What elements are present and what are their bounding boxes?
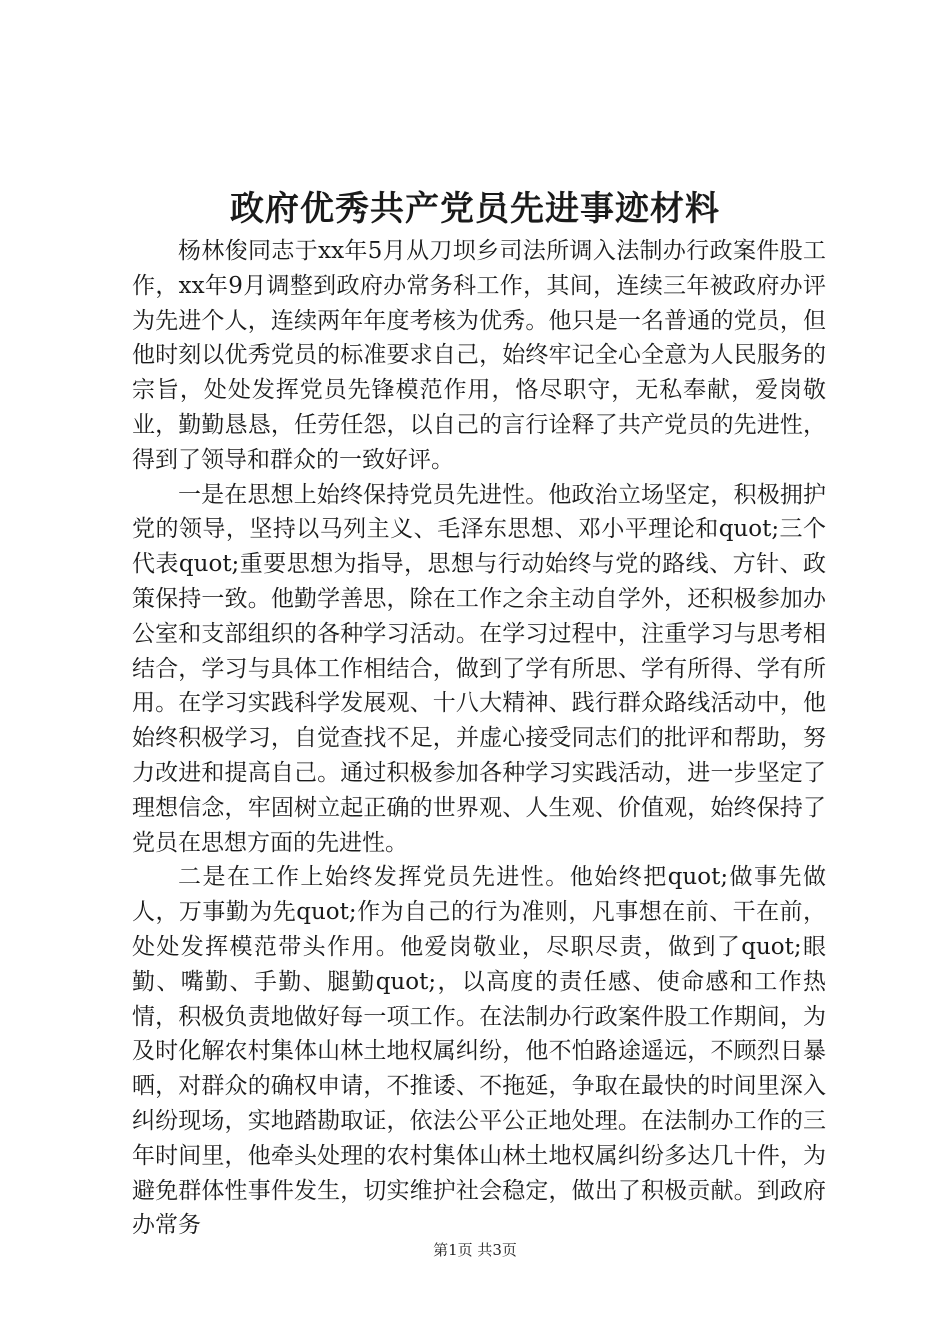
document-body — [132, 234, 826, 1243]
paragraph-thought: 一是在思想上始终保持党员先进性。他政治立场坚定，积极拥护党的领导，坚持以马列主义、毛泽东思想、邓小平理论和quot;三个代表quot;重要思想为指导，思想与行动始终与党的路线、方针、政策保持一致。他勤学善思，除在工作之余主动自学外，还积极参加办公室和支部组织的各种学习活动。在学习过程中，注重学习与思考相结合，学习与具体工作相结合，做到了学有所思、学有所得、学有所用。在学习实践科学发展观、十八大精神、践行群众路线活动中，他始终积极学习，自觉查找不足，并虚心接受同志们的批评和帮助，努力改进和提高自己。通过积极参加各种学习实践活动，进一步坚定了理想信念，牢固树立起正确的世界观、人生观、价值观，始终保持了党员在思想方面的先进性。 — [132, 481, 826, 856]
page-number-footer: 第1页 共3页 — [433, 1241, 517, 1259]
paragraph-work: 二是在工作上始终发挥党员先进性。他始终把quot;做事先做人，万事勤为先quot;作为自己的行为准则，凡事想在前、干在前，处处发挥模范带头作用。他爱岗敬业，尽职尽责，做到了quot;眼勤、嘴勤、手勤、腿勤quot;，以高度的责任感、使命感和工作热情，积极负责地做好每一项工作。在法制办行政案件股工作期间，为及时化解农村集体山林土地权属纠纷，他不怕路途遥远，不顾烈日暴晒，对群众的确权申请，不推诿、不拖延，争取在最快的时间里深入纠纷现场，实地踏勘取证，依法公平公正地处理。在法制办工作的三年时间里，他牵头处理的农村集体山林土地权属纠纷多达几十件，为避免群体性事件发生，切实维护社会稳定，做出了积极贡献。到政府办常务 — [132, 864, 826, 1239]
document-title: 政府优秀共产党员先进事迹材料 — [230, 189, 720, 229]
paragraph-intro: 杨林俊同志于xx年5月从刀坝乡司法所调入法制办行政案件股工作，xx年9月调整到政府办常务科工作，其间，连续三年被政府办评为先进个人，连续两年年度考核为优秀。他只是一名普通的党员，但他时刻以优秀党员的标准要求自己，始终牢记全心全意为人民服务的宗旨，处处发挥党员先锋模范作用，恪尽职守，无私奉献，爱岗敬业，勤勤恳恳，任劳任怨，以自己的言行诠释了共产党员的先进性，得到了领导和群众的一致好评。 — [132, 238, 826, 473]
